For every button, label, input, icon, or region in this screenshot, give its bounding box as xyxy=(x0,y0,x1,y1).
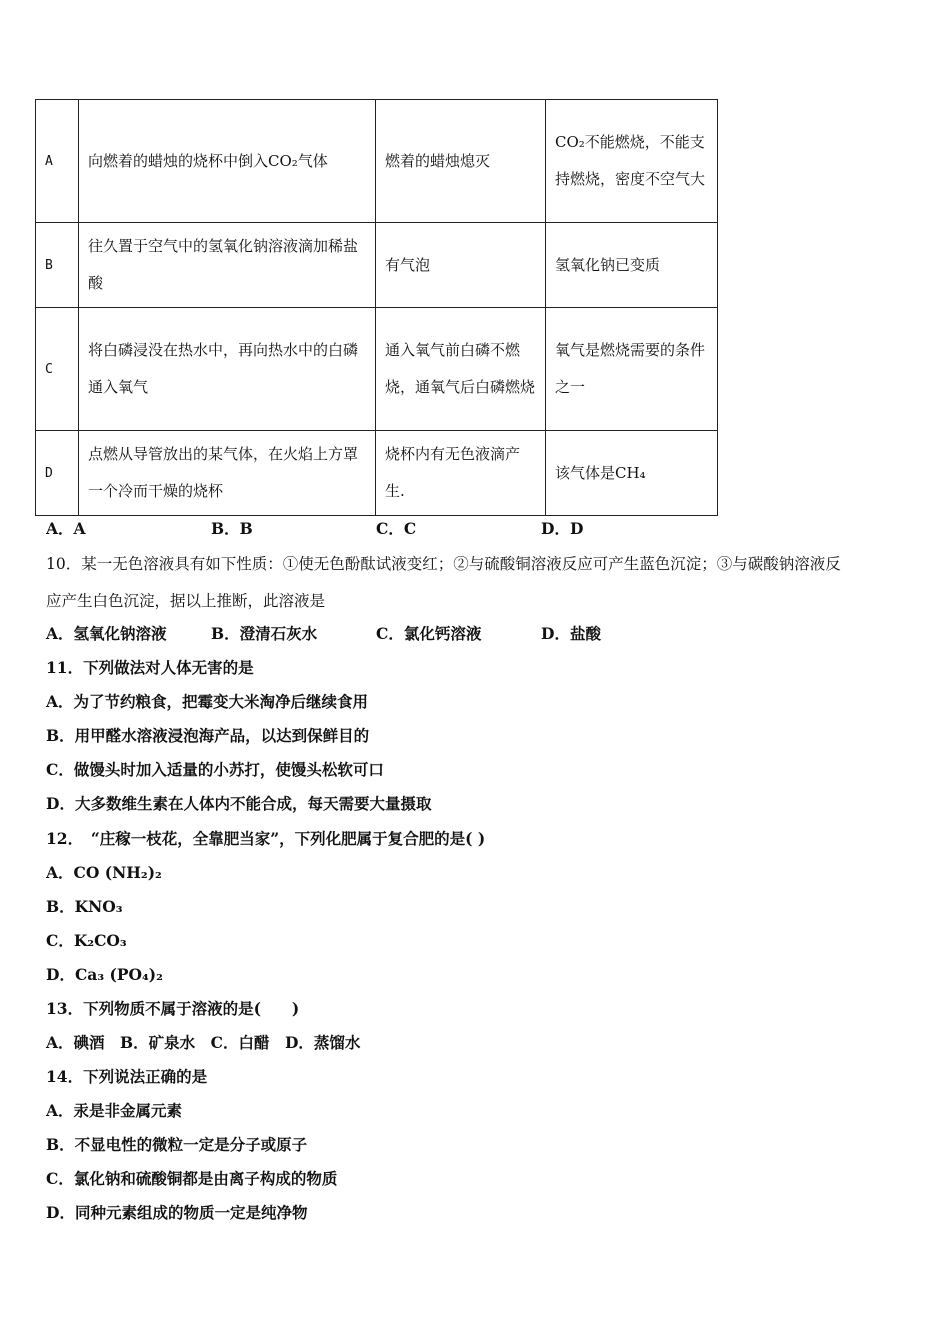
option[interactable]: A．A xyxy=(46,519,86,538)
operation-cell: 点燃从导管放出的某气体，在火焰上方罩一个冷而干燥的烧杯 xyxy=(79,431,376,516)
conclusion-cell: CO₂不能燃烧，不能支持燃烧，密度不空气大 xyxy=(546,100,718,223)
phenomenon-cell: 有气泡 xyxy=(376,223,546,308)
q11-option-a[interactable]: A．为了节约粮食，把霉变大米淘净后继续食用 xyxy=(46,692,369,711)
q12-stem: 12． “庄稼一枝花，全靠肥当家”，下列化肥属于复合肥的是( ) xyxy=(46,829,486,848)
q11-option-c[interactable]: C．做馒头时加入适量的小苏打，使馒头松软可口 xyxy=(46,760,384,779)
q13-stem: 13．下列物质不属于溶液的是( ) xyxy=(46,999,300,1018)
q14-option-c[interactable]: C．氯化钠和硫酸铜都是由离子构成的物质 xyxy=(46,1169,338,1188)
q10-stem-line2: 应产生白色沉淀，据以上推断，此溶液是 xyxy=(46,592,326,610)
conclusion-cell: 氧气是燃烧需要的条件之一 xyxy=(546,308,718,431)
conclusion-cell: 氢氧化钠已变质 xyxy=(546,223,718,308)
q14-option-d[interactable]: D．同种元素组成的物质一定是纯净物 xyxy=(46,1203,308,1222)
option[interactable]: D．D xyxy=(541,519,584,538)
q12-option-d[interactable]: D．Ca₃ (PO₄)₂ xyxy=(46,965,163,984)
option[interactable]: A．氢氧化钠溶液 xyxy=(46,624,167,643)
option[interactable]: D．盐酸 xyxy=(541,624,601,643)
phenomenon-cell: 通入氧气前白磷不燃烧，通氧气后白磷燃烧 xyxy=(376,308,546,431)
table-row xyxy=(36,431,718,516)
q11-option-d[interactable]: D．大多数维生素在人体内不能合成，每天需要大量摄取 xyxy=(46,794,432,813)
phenomenon-cell: 烧杯内有无色液滴产生. xyxy=(376,431,546,516)
q13-options[interactable]: A．碘酒 B．矿泉水 C．白醋 D．蒸馏水 xyxy=(46,1033,361,1052)
table-row xyxy=(36,308,718,431)
option[interactable]: B．B xyxy=(211,519,253,538)
option[interactable]: C．氯化钙溶液 xyxy=(376,624,482,643)
q10-stem-line1: 10．某一无色溶液具有如下性质：①使无色酚酞试液变红；②与硫酸铜溶液反应可产生蓝色沉淀；③与碳酸钠溶液反 xyxy=(46,555,841,573)
q12-option-a[interactable]: A．CO (NH₂)₂ xyxy=(46,863,162,882)
operation-cell: 将白磷浸没在热水中，再向热水中的白磷通入氧气 xyxy=(79,308,376,431)
row-label: D xyxy=(36,431,79,516)
q9-options xyxy=(46,517,583,539)
experiment-table xyxy=(35,99,718,516)
q14-option-a[interactable]: A．汞是非金属元素 xyxy=(46,1101,183,1120)
table-row xyxy=(36,100,718,223)
q12-option-b[interactable]: B．KNO₃ xyxy=(46,897,123,916)
row-label: A xyxy=(36,100,79,223)
row-label: B xyxy=(36,223,79,308)
row-label: C xyxy=(36,308,79,431)
operation-cell: 往久置于空气中的氢氧化钠溶液滴加稀盐酸 xyxy=(79,223,376,308)
q14-stem: 14．下列说法正确的是 xyxy=(46,1067,208,1086)
option[interactable]: C．C xyxy=(376,519,417,538)
q12-option-c[interactable]: C．K₂CO₃ xyxy=(46,931,127,950)
table-row xyxy=(36,223,718,308)
q11-stem: 11．下列做法对人体无害的是 xyxy=(46,658,254,677)
q14-option-b[interactable]: B．不显电性的微粒一定是分子或原子 xyxy=(46,1135,308,1154)
operation-cell: 向燃着的蜡烛的烧杯中倒入CO₂气体 xyxy=(79,100,376,223)
q10-options xyxy=(46,622,601,644)
conclusion-cell: 该气体是CH₄ xyxy=(546,431,718,516)
q11-option-b[interactable]: B．用甲醛水溶液浸泡海产品，以达到保鲜目的 xyxy=(46,726,370,745)
option[interactable]: B．澄清石灰水 xyxy=(211,624,318,643)
phenomenon-cell: 燃着的蜡烛熄灭 xyxy=(376,100,546,223)
